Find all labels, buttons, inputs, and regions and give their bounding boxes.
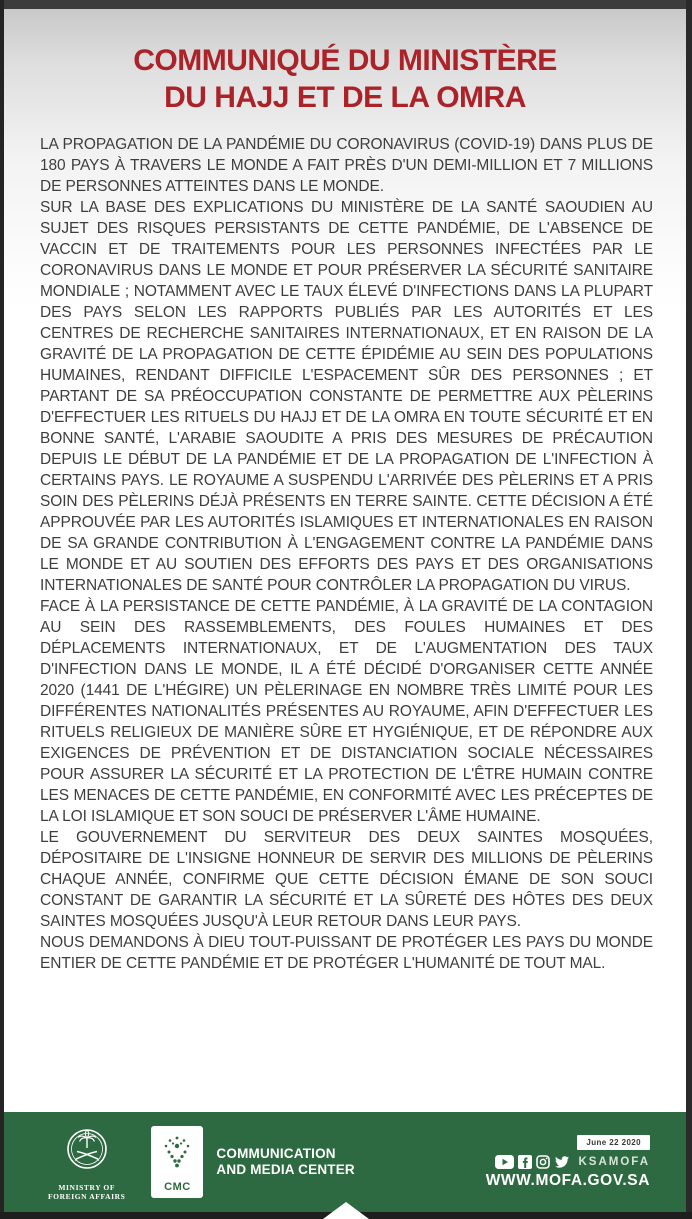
frame-edge-right — [686, 0, 692, 1219]
youtube-icon — [495, 1155, 514, 1169]
mofa-label-line1: MINISTRY OF — [58, 1182, 116, 1192]
footer-right-group — [486, 1135, 650, 1190]
social-handle: KSAMOFA — [578, 1155, 650, 1168]
paragraph-2: SUR LA BASE DES EXPLICATIONS DU MINISTÈRE DE LA SANTÉ SAOUDIEN AU SUJET DES RISQUES PERSISTANTS DE CETTE PANDÉMIE, DE L'ABSENCE DE VACCIN ET DE TRAITEMENTS POUR LES PERSONNES INFECTÉES PAR LE CORONAVIRUS DANS LE MONDE ET POUR PRÉSERVER LA SÉCURITÉ SANITAIRE MONDIALE ; NOTAMMENT AVEC LE TAUX ÉLEVÉ D'INFECTIONS DANS LA PLUPART DES PAYS SELON LES RAPPORTS PUBLIÉS PAR LES AUTORITÉS ET LES CENTRES DE RECHERCHE SANITAIRES INTERNATIONAUX, ET EN RAISON DE LA GRAVITÉ DE LA PROPAGATION DE CETTE ÉPIDÉMIE AU SEIN DES POPULATIONS HUMAINES, RENDANT DIFFICILE L'ESPACEMENT SÛR DES PERSONNES ; ET PARTANT DE SA PRÉOCCUPATION CONSTANTE DE PERMETTRE AUX PÈLERINS D'EFFECTUER LES RITUELS DU HAJJ ET DE LA OMRA EN TOUTE SÉCURITÉ ET EN BONNE SANTÉ, L'ARABIE SAOUDITE A PRIS DES MESURES DE PRÉCAUTION DEPUIS LE DÉBUT DE LA PANDÉMIE ET DE LA PROPAGATION DE L'INFECTION À CERTAINS PAYS. LE ROYAUME A SUSPENDU L'ARRIVÉE DES PÈLERINS ET A PRIS SOIN DES PÈLERINS DÉJÀ PRÉSENTS EN TERRE SAINTE. CETTE DÉCISION A ÉTÉ APPROUVÉE PAR LES AUTORITÉS ISLAMIQUES ET INTERNATIONALES EN RAISON DE SA GRANDE CONTRIBUTION À L'ENGAGEMENT CONTRE LA PANDÉMIE DANS LE MONDE ET AU SOUTIEN DES EFFORTS DES PAYS ET DES ORGANISATIONS INTERNATIONALES DE SANTÉ POUR CONTRÔLER LA PROPAGATION DU VIRUS. — [40, 199, 653, 594]
date-badge: June 22 2020 — [577, 1135, 650, 1150]
paragraph-5: NOUS DEMANDONS À DIEU TOUT-PUISSANT DE PROTÉGER LES PAYS DU MONDE ENTIER DE CETTE PANDÉMIE ET DE PROTÉGER L'HUMANITÉ DE TOUT MAL. — [40, 934, 653, 972]
communique-body — [40, 134, 653, 974]
mofa-label-line2: FOREIGN AFFAIRS — [48, 1191, 126, 1201]
paragraph-4: LE GOUVERNEMENT DU SERVITEUR DES DEUX SAINTES MOSQUÉES, DÉPOSITAIRE DE L'INSIGNE HONNEUR DE SERVIR DES MILLIONS DE PÈLERINS CHAQUE ANNÉE, CONFIRME QUE CETTE DÉCISION ÉMANE DE SON SOUCI CONSTANT DE GARANTIR LA SÉCURITÉ ET LA SÛRETÉ DES HÔTES DES DEUX SAINTES MOSQUÉES JUSQU'À LEUR RETOUR DANS LEUR PAYS. — [40, 829, 653, 930]
twitter-icon — [554, 1155, 570, 1169]
instagram-icon — [536, 1155, 550, 1169]
chevron-up-icon — [323, 1202, 369, 1219]
frame-edge-left — [0, 0, 4, 1219]
communication-media-center-label — [216, 1146, 354, 1178]
frame-edge-top — [0, 0, 692, 9]
page-title-line1: COMMUNIQUÉ DU MINISTÈRE — [133, 44, 557, 77]
mofa-emblem-icon — [58, 1124, 116, 1181]
communique-page — [4, 9, 686, 1219]
page-title-line2: DU HAJJ ET DE LA OMRA — [164, 81, 526, 114]
cmc-logo-box — [151, 1126, 203, 1198]
facebook-icon — [518, 1155, 532, 1169]
cmc-center-line2: AND MEDIA CENTER — [216, 1162, 355, 1177]
paragraph-1: LA PROPAGATION DE LA PANDÉMIE DU CORONAVIRUS (COVID-19) DANS PLUS DE 180 PAYS À TRAVERS LE MONDE A FAIT PRÈS D'UN DEMI-MILLION ET 7 MILLIONS DE PERSONNES ATTEINTES DANS LE MONDE. — [40, 136, 653, 195]
page-title — [4, 9, 686, 116]
footer-banner — [4, 1112, 686, 1212]
cmc-starburst-icon — [160, 1134, 194, 1179]
ministry-of-foreign-affairs-logo — [48, 1124, 125, 1201]
website-url: WWW.MOFA.GOV.SA — [485, 1171, 650, 1189]
paragraph-3: FACE À LA PERSISTANCE DE CETTE PANDÉMIE, À LA GRAVITÉ DE LA CONTAGION AU SEIN DES RASSEMBLEMENTS, DES FOULES HUMAINES ET DES DÉPLACEMENTS INTERNATIONAUX, ET DE L'AUGMENTATION DES TAUX D'INFECTION DANS LE MONDE, IL A ÉTÉ DÉCIDÉ D'ORGANISER CETTE ANNÉE 2020 (1441 DE L'HÉGIRE) UN PÈLERINAGE EN NOMBRE TRÈS LIMITÉ POUR LES DIFFÉRENTES NATIONALITÉS PRÉSENTES AU ROYAUME, AFIN D'EFFECTUER LES RITUELS RELIGIEUX DE MANIÈRE SÛRE ET HYGIÉNIQUE, ET DE RÉPONDRE AUX EXIGENCES DE PRÉVENTION ET DE DISTANCIATION SOCIALE NÉCESSAIRES POUR ASSURER LA SÉCURITÉ ET LA PROTECTION DE L'ÊTRE HUMAIN CONTRE LES MENACES DE CETTE PANDÉMIE, EN CONFORMITÉ AVEC LES PRÉCEPTES DE LA LOI ISLAMIQUE ET SON SOUCI DE PRÉSERVER L'ÂME HUMAINE. — [40, 598, 653, 825]
cmc-label: CMC — [164, 1181, 191, 1193]
social-icons-row — [495, 1155, 651, 1169]
cmc-center-line1: COMMUNICATION — [216, 1146, 336, 1161]
